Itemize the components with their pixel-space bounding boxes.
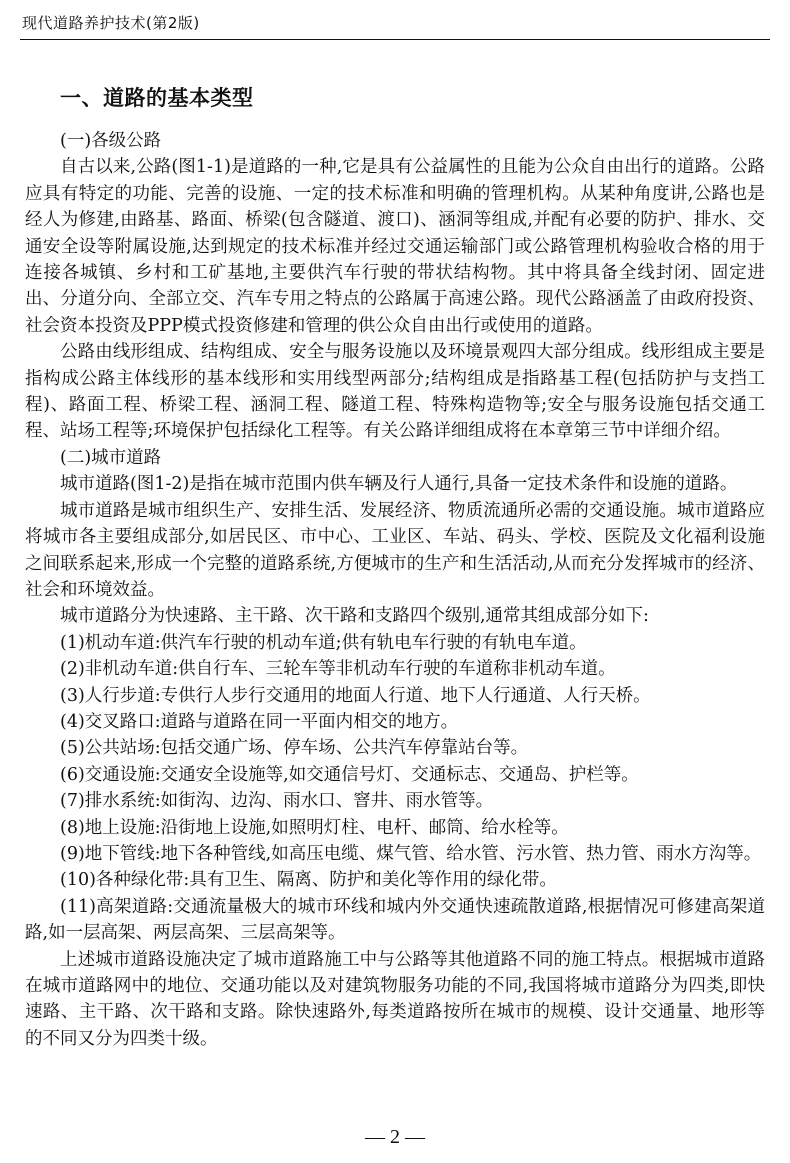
list-item: (9)地下管线:地下各种管线,如高压电缆、煤气管、给水管、污水管、热力管、雨水方沟等。 [60, 843, 762, 864]
list-item: (2)非机动车道:供自行车、三轮车等非机动车行驶的车道称非机动车道。 [60, 659, 616, 680]
running-header: 现代道路养护技术(第2版) [22, 14, 200, 32]
paragraph-urban-road-definition: 城市道路(图1-2)是指在城市范围内供车辆及行人通行,具备一定技术条件和设施的道路。 [60, 474, 738, 495]
header-rule [20, 39, 770, 40]
list-item: (6)交通设施:交通安全设施等,如交通信号灯、交通标志、交通岛、护栏等。 [60, 764, 639, 785]
list-item: (7)排水系统:如街沟、边沟、雨水口、窨井、雨水管等。 [60, 791, 494, 812]
page-number: — 2 — [365, 1126, 425, 1148]
list-item: (3)人行步道:专供行人步行交通用的地面人行道、地下人行通道、人行天桥。 [60, 685, 651, 706]
list-item: (10)各种绿化带:具有卫生、隔离、防护和美化等作用的绿化带。 [60, 870, 557, 891]
paragraph-highway-composition: 公路由线形组成、结构组成、安全与服务设施以及环境景观四大部分组成。线形组成主要是指构成公路主体线形的基本线形和实用线型两部分;结构组成是指路基工程(包括防护与支挡工程)、路面工程、桥梁工程、涵洞工程、隧道工程、特殊构造物等;安全与服务设施包括交通工程、站场工程等;环境保护包括绿化工程等。有关公路详细组成将在本章第三节中详细介绍。 [25, 342, 765, 442]
subsection-heading-urban-roads: (二)城市道路 [60, 447, 162, 468]
body-text [25, 128, 765, 1052]
paragraph-highway-definition: 自古以来,公路(图1-1)是道路的一种,它是具有公益属性的且能为公众自由出行的道路。公路应具有特定的功能、完善的设施、一定的技术标准和明确的管理机构。从某种角度讲,公路也是经人为修建,由路基、路面、桥梁(包含隧道、渡口)、涵洞等组成,并配有必要的防护、排水、交通安全设等附属设施,达到规定的技术标准并经过交通运输部门或公路管理机构验收合格的用于连接各城镇、乡村和工矿基地,主要供汽车行驶的带状结构物。其中将具备全线封闭、固定进出、分道分向、全部立交、汽车专用之特点的公路属于高速公路。现代公路涵盖了由政府投资、社会资本投资及PPP模式投资修建和管理的供公众自由出行或使用的道路。 [25, 157, 765, 336]
paragraph-urban-road-levels: 城市道路分为快速路、主干路、次干路和支路四个级别,通常其组成部分如下: [60, 606, 649, 627]
list-item: (4)交叉路口:道路与道路在同一平面内相交的地方。 [60, 711, 459, 732]
subsection-heading-highways: (一)各级公路 [60, 131, 162, 151]
list-item: (1)机动车道:供汽车行驶的机动车道;供有轨电车行驶的有轨电车道。 [60, 632, 587, 653]
paragraph-urban-road-role: 城市道路是城市组织生产、安排生活、发展经济、物质流通所必需的交通设施。城市道路应将城市各主要组成部分,如居民区、市中心、工业区、车站、码头、学校、医院及文化福利设施之间联系起来,形成一个完整的道路系统,方便城市的生产和生活活动,从而充分发挥城市的经济、社会和环境效益。 [25, 500, 765, 600]
list-item: (5)公共站场:包括交通广场、停车场、公共汽车停靠站台等。 [60, 738, 529, 759]
list-item: (11)高架道路:交通流量极大的城市环线和城内外交通快速疏散道路,根据情况可修建高架道路,如一层高架、两层高架、三层高架等。 [25, 896, 765, 944]
paragraph-construction-features: 上述城市道路设施决定了城市道路施工中与公路等其他道路不同的施工特点。根据城市道路在城市道路网中的地位、交通功能以及对建筑物服务功能的不同,我国将城市道路分为四类,即快速路、主干路、次干路和支路。除快速路外,每类道路按所在城市的规模、设计交通量、地形等的不同又分为四类十级。 [25, 949, 765, 1049]
list-item: (8)地上设施:沿街地上设施,如照明灯柱、电杆、邮筒、给水栓等。 [60, 817, 569, 838]
section-title: 一、道路的基本类型 [60, 86, 254, 110]
